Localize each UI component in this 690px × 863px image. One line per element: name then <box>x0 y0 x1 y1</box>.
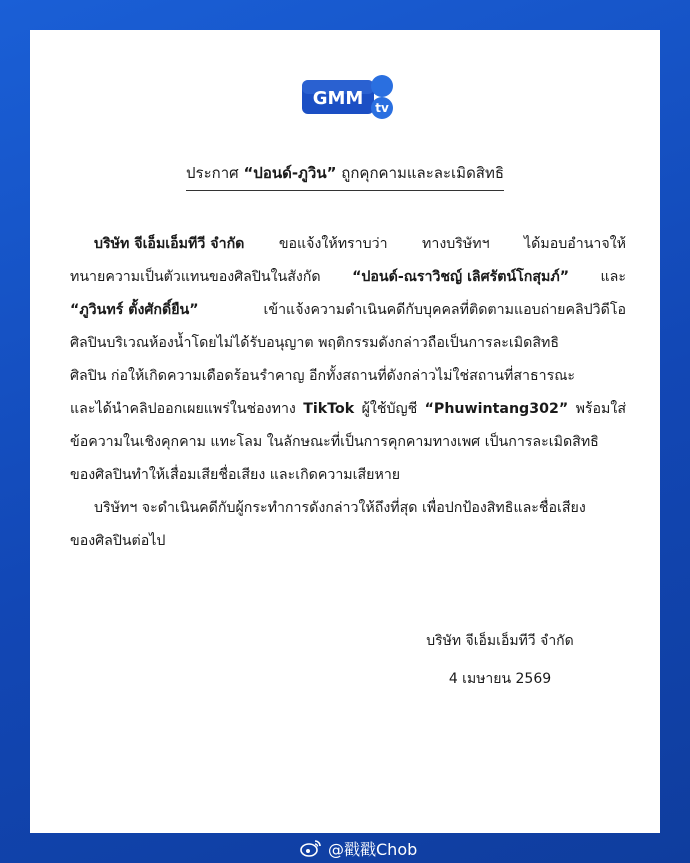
signature-date: 4 เมษายน 2569 <box>448 671 552 687</box>
body-text-fragment: พร้อมใส่ <box>575 401 626 417</box>
body-line-3 <box>70 294 626 327</box>
body-text-fragment: เข้าแจ้งความดำเนินคดีกับบุคคลที่ติดตามแอบถ่ายคลิปวิดีโอ <box>263 302 626 318</box>
body-text-fragment: ขอแจ้งให้ทราบว่า <box>278 236 388 252</box>
artist-name-pond: “ปอนด์-ณราวิชญ์ เลิศรัตน์โกสุมภ์” <box>352 269 570 285</box>
body-text-fragment: ทางบริษัทฯ <box>422 236 490 252</box>
body-text-fragment: และได้นำคลิปออกเผยแพร่ในช่องทาง <box>70 401 296 417</box>
announcement-body <box>70 228 626 558</box>
body-line-4: ศิลปินบริเวณห้องน้ำโดยไม่ได้รับอนุญาต พฤติกรรมดังกล่าวถือเป็นการละเมิดสิทธิ <box>70 335 560 351</box>
company-name: บริษัท จีเอ็มเอ็มทีวี จำกัด <box>94 236 245 252</box>
body-line-5: ศิลปิน ก่อให้เกิดความเดือดร้อนรำคาญ อีกทั้งสถานที่ดังกล่าวไม่ใช่สถานที่สาธารณะ <box>70 368 575 384</box>
body-line-9: บริษัทฯ จะดำเนินคดีกับผู้กระทำการดังกล่าวให้ถึงที่สุด เพื่อปกป้องสิทธิและชื่อเสียง <box>94 500 586 516</box>
title-quoted-names: “ปอนด์-ภูวิน” <box>243 164 337 182</box>
signature-company: บริษัท จีเอ็มเอ็มทีวี จำกัด <box>426 633 574 649</box>
body-line-7: ข้อความในเชิงคุกคาม แทะโลม ในลักษณะที่เป็นการคุกคามทางเพศ เป็นการละเมิดสิทธิ <box>70 434 599 450</box>
platform-name: TikTok <box>303 401 355 417</box>
logo-tv-text: tv <box>375 101 389 115</box>
body-text-fragment: ทนายความเป็นตัวแทนของศิลปินในสังกัด <box>70 269 321 285</box>
body-text-fragment: และ <box>600 269 626 285</box>
title-prefix: ประกาศ <box>185 164 239 182</box>
gmmtv-logo <box>302 72 394 122</box>
body-line-6 <box>70 393 626 426</box>
body-line-8: ของศิลปินทำให้เสื่อมเสียชื่อเสียง และเกิดความเสียหาย <box>70 467 401 483</box>
body-text-fragment: ผู้ใช้บัญชี <box>361 401 418 417</box>
watermark-text: @戳戳Chob <box>328 839 418 859</box>
account-name: “Phuwintang302” <box>424 401 569 417</box>
weibo-icon <box>300 839 322 857</box>
announcement-title <box>0 161 690 191</box>
body-line-2 <box>70 261 626 294</box>
body-line-10: ของศิลปินต่อไป <box>70 533 166 549</box>
title-suffix: ถูกคุกคามและละเมิดสิทธิ <box>341 164 505 182</box>
logo-text: GMM <box>312 88 364 109</box>
artist-name-phuwin: “ภูวินทร์ ตั้งศักดิ์ยืน” <box>70 302 199 318</box>
body-line-1 <box>70 228 626 261</box>
body-text-fragment: ได้มอบอำนาจให้ <box>524 236 626 252</box>
watermark <box>300 836 417 860</box>
